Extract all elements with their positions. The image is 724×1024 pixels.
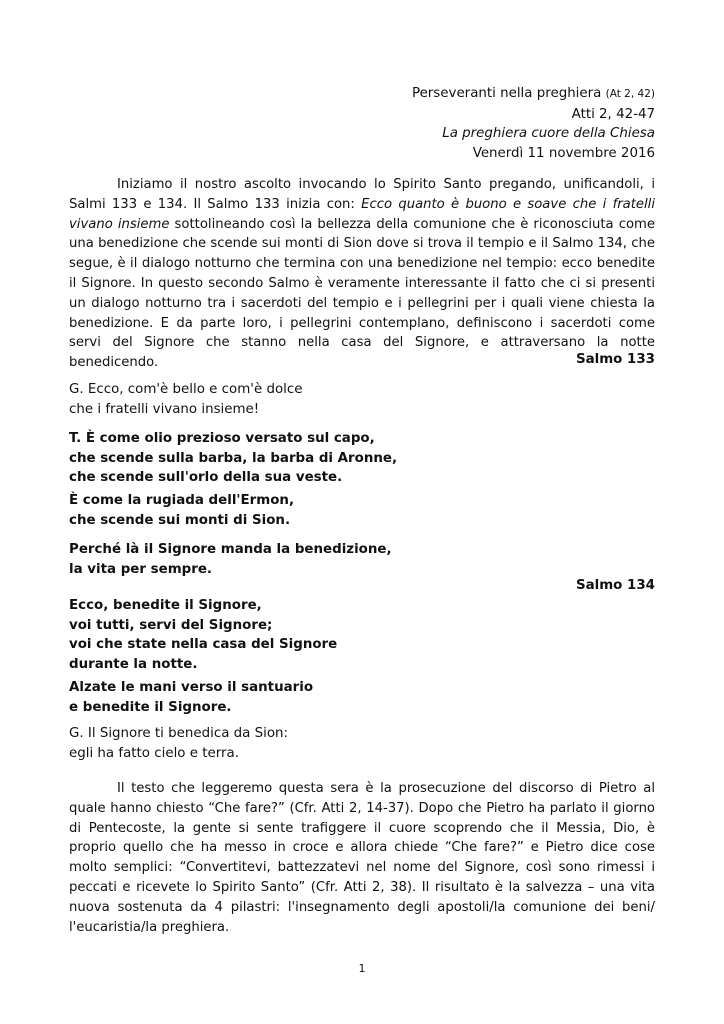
- psalm-134-stanza-1: [69, 596, 629, 674]
- intro-text-part2: sottolineando così la bellezza della comunione che è riconosciuta come una benedizione che scende sui monti di Sion dove si trova il tempio e il Salmo 134, che segue, è il dialogo notturno che termina con una benedizione nel tempio: ecco benedite il Signore. In questo secondo Salmo è veramente interessante il fatto che ci si presenti un dialogo notturno tra i sacerdoti del tempio e i pellegrini per i quali viene chiesta la benedizione. E da parte loro, i pellegrini contemplano, definiscono i sacerdoti come servi del Signore che stanno nella casa del Signore, e attraversano la notte benedicendo.: [69, 216, 655, 371]
- verse-line: la vita per sempre.: [69, 561, 213, 577]
- verse-line: voi che state nella casa del Signore: [69, 637, 338, 653]
- verse-line: che i fratelli vivano insieme!: [69, 401, 260, 417]
- closing-text: Il testo che leggeremo questa sera è la prosecuzione del discorso di Pietro al quale hanno chiesto “Che fare?” (Cfr. Atti 2, 14-37). Dopo che Pietro ha parlato il giorno di Pentecoste, la gente si sente trafiggere il cuore scoprendo che il Messia, Dio, è proprio quello che ha messo in croce e allora chiede “Che fare?” e Pietro dice cose molto semplici: “Convertitevi, battezzatevi nel nome del Signore, così sono rimessi i peccati e ricevete lo Spirito Santo” (Cfr. Atti 2, 38). Il risultato è la salvezza – una vita nuova sostenuta da 4 pilastri: l'insegnamento degli apostoli/la comunione dei beni/ l'eucaristia/la preghiera.: [69, 781, 655, 935]
- verse-line: durante la notte.: [69, 656, 198, 672]
- psalm-133-stanza-2: [69, 429, 629, 488]
- verse-line: egli ha fatto cielo e terra.: [69, 745, 239, 761]
- verse-line: che scende sui monti di Sion.: [69, 512, 291, 528]
- verse-line: Ecco, benedite il Signore,: [69, 598, 262, 613]
- verse-line: che scende sulla barba, la barba di Aronne,: [69, 450, 398, 466]
- header-title-line: [412, 84, 655, 105]
- header-subtitle: La preghiera cuore della Chiesa: [442, 126, 655, 141]
- psalm-134-title: Salmo 134: [575, 578, 655, 593]
- header-title: Perseveranti nella preghiera: [411, 86, 602, 101]
- document-header: [412, 84, 655, 163]
- psalm-134-stanza-3: [69, 724, 629, 763]
- header-date: Venerdì 11 novembre 2016: [472, 145, 655, 161]
- verse-line: voi tutti, servi del Signore;: [69, 617, 273, 633]
- page-number: 1: [358, 962, 366, 975]
- intro-psalm-quote: Ecco quanto è buono e soave che i fratelli vivano insieme: [69, 196, 655, 232]
- verse-line: G. Il Signore ti benedica da Sion:: [69, 726, 289, 741]
- psalm-133-title: Salmo 133: [575, 352, 655, 367]
- closing-paragraph: [69, 779, 655, 937]
- verse-line: È come la rugiada dell'Ermon,: [69, 493, 295, 508]
- verse-line: e benedite il Signore.: [69, 699, 232, 715]
- intro-text-part1: Iniziamo il nostro ascolto invocando lo Spirito Santo pregando, unificandoli, i Salmi 133 e 134. Il Salmo 133 inizia con:: [69, 177, 655, 212]
- header-reading-reference: Atti 2, 42-47: [571, 106, 655, 122]
- verse-line: G. Ecco, com'è bello e com'è dolce: [69, 382, 303, 397]
- verse-line: che scende sull'orlo della sua veste.: [69, 470, 343, 486]
- header-title-reference: (At 2, 42): [605, 88, 655, 100]
- verse-line: Perché là il Signore manda la benedizione,: [69, 542, 392, 557]
- verse-line: Alzate le mani verso il santuario: [69, 680, 314, 695]
- intro-paragraph: [69, 175, 655, 373]
- psalm-133-stanza-4: [69, 540, 629, 579]
- psalm-133-stanza-1: [69, 380, 629, 419]
- psalm-134-stanza-2: [69, 678, 629, 717]
- psalm-133-stanza-3: [69, 491, 629, 530]
- verse-line: T. È come olio prezioso versato sul capo,: [69, 431, 375, 446]
